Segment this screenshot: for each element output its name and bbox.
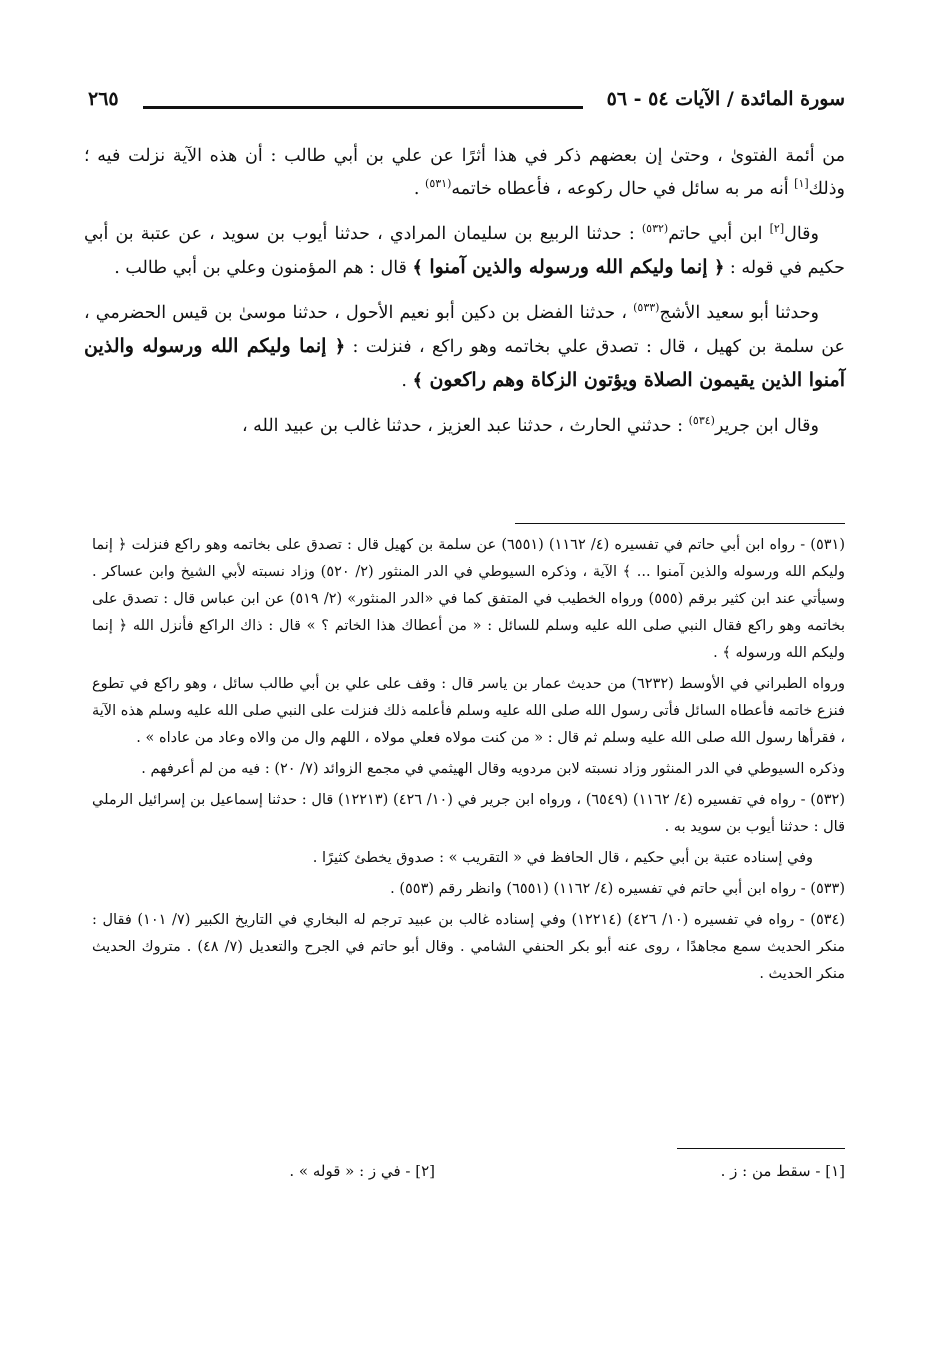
text-run: وقال ابن جرير (714, 416, 819, 436)
footnote: (٥٣١) - رواه ابن أبي حاتم في تفسيره (٤/ ١١٦٢) (٦٥٥١) عن سلمة بن كهيل قال : تصدق على بخاتمه وهو راكع فنزلت ﴿ إنما وليكم الله ورسوله والذين آمنوا ... ﴾ الآية ، وذكره السيوطي في الدر المنثور (٢/ ٥٢٠) وزاد نسبته لأبي الشيخ وابن عساكر . وسيأتي عند ابن كثير برقم (٥٥٥) ورواه الخطيب في المتفق كما في «الدر المنثور» (٢/ ٥١٩) عن ابن عباس قال : تصدق على بخاتمه وهو راكع فقال النبي صلى الله عليه وسلم للسائل : « من أعطاك هذا الخاتم ؟ » قال : ذاك الراكع فأنزل الله ﴿ إنما وليكم الله ورسوله ﴾ . (92, 537, 845, 661)
body-paragraph (84, 410, 845, 443)
editor-note: [٢] - في ز : « قوله » . (289, 1162, 435, 1180)
text-run: من أئمة الفتوىٰ ، وحتىٰ إن بعضهم ذكر في هذا أثرًا عن علي بن أبي طالب : أن هذه الآية نزلت فيه ؛ وذلك (84, 146, 846, 199)
body-paragraph (84, 297, 845, 398)
note-marker: (٥٣١) (425, 177, 452, 191)
footnote: (٥٣٢) - رواه في تفسيره (٤/ ١١٦٢) (٦٥٤٩) ، ورواه ابن جرير في (١٠/ ٤٢٦) (١٢٢١٣) قال : حدثنا إسماعيل بن إسرائيل الرملي قال : حدثنا أيوب بن سويد به . (92, 792, 845, 835)
quran-verse: إنما وليكم الله ورسوله والذين آمنوا (422, 256, 715, 278)
note-marker: (٥٣٣) (633, 301, 660, 315)
footnote-separator (515, 523, 845, 524)
text-run: قال : هم المؤمنون وعلي بن أبي طالب . (114, 258, 413, 278)
note-marker: (٥٣٤) (688, 414, 715, 428)
main-text (84, 140, 845, 455)
quran-verse: إنما وليكم الله ورسوله والذين آمنوا الذين يقيمون الصلاة ويؤتون الزكاة وهم راكعون (84, 335, 845, 391)
footnote: (٥٣٤) - رواه في تفسيره (١٠/ ٤٢٦) (١٢٢١٤) وفي إسناده غالب بن عبيد ترجم له البخاري في التاريخ الكبير (٧/ ١٠١) فقال : منكر الحديث سمع مجاهدًا ، روى عنه أبو بكر الحنفي الشامي . وقال أبو حاتم في الجرح والتعديل (٧/ ٤٨) . متروك الحديث منكر الحديث . (92, 912, 845, 982)
text-run: وحدثنا أبو سعيد الأشج (659, 303, 819, 323)
editor-notes (240, 1162, 845, 1192)
verse-bracket: ﴾ (412, 258, 423, 278)
surah-title: سورة المائدة / الآيات ٥٤ - ٥٦ (606, 88, 845, 110)
verse-bracket: ﴿ (714, 258, 725, 278)
running-header (88, 88, 845, 118)
footnote: (٥٣٣) - رواه ابن أبي حاتم في تفسيره (٤/ ١١٦٢) (٦٥٥١) وانظر رقم (٥٥٣) . (390, 881, 845, 897)
page-number: ٢٦٥ (88, 88, 119, 110)
text-run: ، حدثنا الفضل بن دكين أبو نعيم الأحول ، حدثنا موسىٰ بن قيس الحضرمي ، عن سلمة بن كهيل ، قال : تصدق علي بخاتمه وهو راكع ، فنزلت : (84, 303, 845, 357)
verse-bracket: ﴾ (412, 371, 423, 391)
text-run: وقال (784, 224, 819, 244)
editor-note: [١] - سقط من : ز . (720, 1162, 845, 1180)
note-marker: [١] (794, 177, 809, 191)
footnotes (92, 532, 845, 992)
text-run: : حدثني الحارث ، حدثنا عبد العزيز ، حدثنا غالب بن عبيد الله ، (241, 416, 689, 436)
footnote: وذكره السيوطي في الدر المنثور وزاد نسبته لابن مردويه وقال الهيثمي في مجمع الزوائد (٧/ ٢٠) : فيه من لم أعرفهم . (141, 761, 845, 777)
verse-bracket: ﴿ (334, 337, 346, 357)
note-marker: (٥٣٢) (641, 222, 669, 236)
footnote: ورواه الطبراني في الأوسط (٦٢٣٢) من حديث عمار بن ياسر قال : وقف على علي بن أبي طالب سائل ، وهو راكع في تطوع فنزع خاتمه فأعطاه السائل فأتى رسول الله صلى الله عليه وسلم فأعلمه ذلك فنزلت على النبي صلى الله عليه وسلم هذه الآية ، فقرأها رسول الله صلى الله عليه وسلم ثم قال : « من كنت مولاه فعلي مولاه ، اللهم وال من والاه وعاد من عاداه » . (92, 676, 845, 746)
footnote: وفي إسناده عتبة بن أبي حكيم ، قال الحافظ في « التقريب » : صدوق يخطئ كثيرًا . (312, 850, 813, 866)
note-marker: [٢] (769, 222, 785, 236)
text-run: ابن أبي حاتم (668, 224, 770, 244)
editor-note-separator (677, 1148, 845, 1149)
body-paragraph (84, 140, 845, 206)
body-paragraph (84, 218, 845, 285)
text-run: : حدثنا الربيع بن سليمان المرادي ، حدثنا أيوب بن سويد ، عن عتبة بن أبي حكيم في قوله : (84, 224, 845, 278)
text-run: . (401, 371, 413, 391)
text-run: . (413, 179, 426, 199)
text-run: أنه مر به سائل في حال ركوعه ، فأعطاه خاتمه (451, 179, 795, 199)
header-rule (143, 106, 583, 109)
